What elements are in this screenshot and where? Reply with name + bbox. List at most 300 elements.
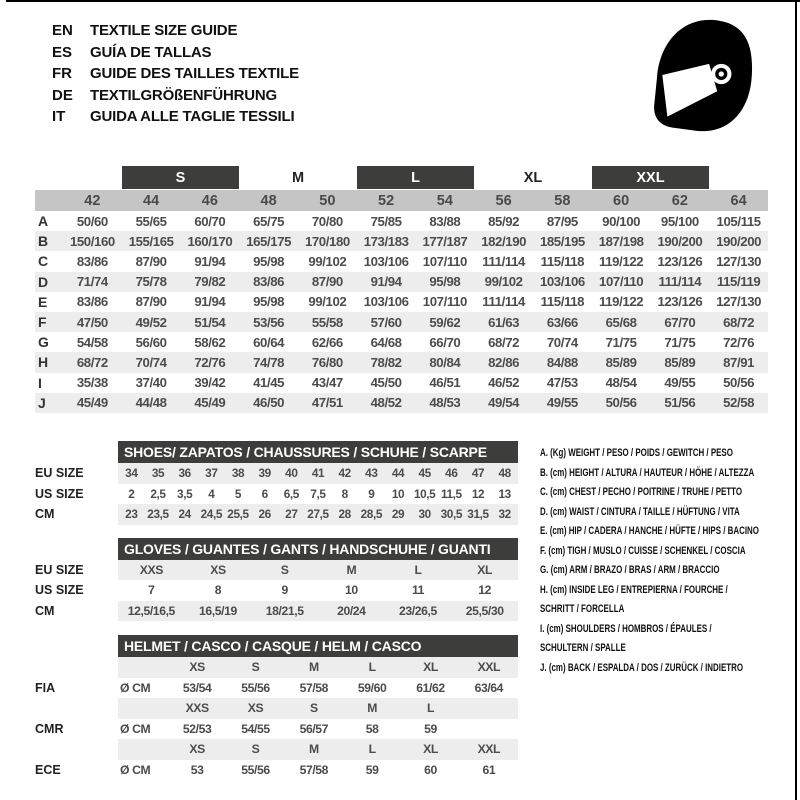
legend-line: J. (cm) BACK / ESPALDA / DOS / ZURÜCK / INDIETRO bbox=[540, 661, 744, 674]
measurement-row-j bbox=[35, 393, 768, 413]
size-value: 58/62 bbox=[194, 334, 226, 350]
size-value: 70/74 bbox=[135, 354, 167, 370]
language-label: GUÍA DE TALLAS bbox=[90, 43, 212, 61]
size-value: 53/56 bbox=[253, 314, 285, 330]
cell-value: 27,5 bbox=[307, 507, 329, 522]
cell-value: 11,5 bbox=[440, 486, 462, 501]
legend-line: SCHULTERN / SPALLE bbox=[540, 642, 626, 654]
cell-value: 12 bbox=[478, 583, 492, 598]
size-value: 57/60 bbox=[370, 314, 402, 330]
cell-value: 6,5 bbox=[283, 486, 299, 501]
cell-value: L bbox=[414, 562, 422, 577]
legend-line: A. (Kg) WEIGHT / PESO / POIDS / GEWITCH / PESO bbox=[540, 447, 733, 459]
measurement-rows bbox=[35, 211, 768, 413]
cell-value: 24 bbox=[178, 507, 191, 522]
helmet-section-title: HELMET / CASCO / CASQUE / HELM / CASCO bbox=[118, 635, 518, 657]
language-code: IT bbox=[52, 108, 66, 126]
size-value: 49/54 bbox=[488, 395, 520, 411]
size-value: 173/183 bbox=[363, 233, 409, 249]
cell-value: 56/57 bbox=[299, 721, 329, 736]
cell-value: XXS bbox=[185, 701, 209, 716]
cell-value: 24,5 bbox=[200, 507, 222, 522]
shoes-row bbox=[35, 463, 518, 484]
cell-value: 63/64 bbox=[474, 680, 504, 695]
measurement-row-b bbox=[35, 231, 768, 251]
cell-value: 12,5/16,5 bbox=[127, 603, 175, 618]
size-value: 65/75 bbox=[253, 213, 285, 229]
size-value: 91/94 bbox=[194, 294, 226, 310]
size-value: 190/200 bbox=[716, 233, 762, 249]
cell-value: 26 bbox=[258, 507, 271, 522]
size-value: 185/195 bbox=[539, 233, 585, 249]
cell-value: 25,5/30 bbox=[465, 603, 504, 618]
size-value: 95/98 bbox=[253, 294, 285, 310]
language-list bbox=[52, 20, 299, 128]
cell-value: 57/58 bbox=[299, 680, 329, 695]
size-value: 71/75 bbox=[664, 334, 696, 350]
cell-value: 9 bbox=[368, 486, 375, 501]
cell-value: M bbox=[367, 701, 378, 716]
cell-value: M bbox=[308, 742, 319, 757]
helmet-row-fia bbox=[35, 678, 518, 699]
size-value: 123/126 bbox=[657, 253, 703, 269]
language-code: EN bbox=[52, 22, 73, 39]
cell-value: 18/21,5 bbox=[265, 603, 304, 618]
row-label: US SIZE bbox=[35, 583, 84, 598]
size-value: 70/80 bbox=[311, 213, 343, 229]
size-value: 60/70 bbox=[194, 213, 226, 229]
size-value: 87/95 bbox=[546, 213, 578, 229]
cell-value: 41 bbox=[311, 466, 325, 481]
cell-value: S bbox=[251, 660, 260, 675]
size-value: 99/102 bbox=[308, 253, 347, 269]
row-letter: I bbox=[38, 374, 42, 391]
cell-value: 48 bbox=[498, 466, 511, 481]
size-value: 103/106 bbox=[363, 253, 409, 269]
size-value: 35/38 bbox=[76, 375, 108, 391]
row-label: US SIZE bbox=[35, 486, 84, 501]
helmet-icon bbox=[648, 14, 760, 136]
size-value: 95/100 bbox=[660, 213, 699, 229]
size-value: 83/86 bbox=[76, 294, 108, 310]
cell-value: 52/53 bbox=[182, 721, 212, 736]
size-value: 107/110 bbox=[599, 274, 644, 290]
size-value: 87/90 bbox=[135, 294, 167, 310]
size-value: 190/200 bbox=[657, 233, 703, 249]
cell-value: 28,5 bbox=[360, 507, 382, 522]
measurement-row-a bbox=[35, 211, 768, 231]
helmet-band bbox=[118, 760, 518, 781]
gloves-row bbox=[35, 601, 518, 622]
language-label: GUIDA ALLE TAGLIE TESSILI bbox=[90, 108, 295, 126]
shoes-rows bbox=[35, 463, 518, 525]
helmet-band bbox=[118, 678, 518, 699]
shoes-section-title: SHOES/ ZAPATOS / CHAUSSURES / SCHUHE / SCARPE bbox=[118, 441, 518, 463]
cell-value: 20/24 bbox=[337, 603, 366, 618]
measurement-row-d bbox=[35, 272, 768, 292]
size-value: 64/68 bbox=[370, 334, 402, 350]
helmet-row-ece bbox=[35, 760, 518, 781]
language-label: TEXTILGRÖßENFÜHRUNG bbox=[90, 86, 278, 104]
size-value: 49/52 bbox=[135, 314, 167, 330]
cell-value: 39 bbox=[258, 466, 271, 481]
size-value: 76/80 bbox=[311, 354, 343, 370]
helmet-row-cmr bbox=[35, 719, 518, 740]
size-group-l: L bbox=[357, 166, 475, 189]
size-label: 54 bbox=[436, 192, 453, 209]
size-value: 119/122 bbox=[599, 294, 644, 310]
row-label: ECE bbox=[35, 762, 61, 777]
size-value: 160/170 bbox=[187, 233, 233, 249]
row-label bbox=[35, 657, 118, 678]
legend-line: B. (cm) HEIGHT / ALTURA / HAUTEUR / HÖHE / ALTEZZA bbox=[540, 466, 755, 479]
cell-value: 27 bbox=[285, 507, 298, 522]
cell-value: 44 bbox=[391, 466, 405, 481]
size-value: 87/91 bbox=[723, 354, 755, 370]
size-value: 115/119 bbox=[716, 274, 761, 290]
size-value: 107/110 bbox=[422, 294, 467, 310]
cell-value: 8 bbox=[214, 583, 222, 598]
cell-value: 43 bbox=[365, 466, 378, 481]
cell-value: XXL bbox=[477, 742, 501, 757]
cell-value: 23 bbox=[125, 507, 138, 522]
size-value: 50/56 bbox=[723, 375, 755, 391]
size-group-row bbox=[35, 166, 768, 189]
size-value: 150/160 bbox=[69, 233, 115, 249]
measurement-legend bbox=[540, 444, 792, 678]
cell-value: 31,5 bbox=[467, 507, 489, 522]
cell-value: XS bbox=[189, 660, 205, 675]
size-value: 63/66 bbox=[546, 314, 578, 330]
size-value: 48/53 bbox=[429, 395, 461, 411]
size-value: 111/114 bbox=[482, 253, 525, 269]
size-value: 70/74 bbox=[546, 334, 578, 350]
cell-value: XS bbox=[247, 701, 264, 716]
size-value: 71/75 bbox=[605, 334, 637, 350]
size-value: 68/72 bbox=[488, 334, 520, 350]
legend-line: G. (cm) ARM / BRAZO / BRAS / ARM / BRACCIO bbox=[540, 564, 720, 576]
row-letter: H bbox=[38, 354, 49, 371]
section-gap bbox=[35, 621, 518, 635]
cell-value: L bbox=[368, 742, 376, 757]
legend-line: D. (cm) WAIST / CINTURA / TAILLE / HÜFTUNG / VITA bbox=[540, 505, 740, 518]
size-group-xxl: XXL bbox=[592, 166, 710, 189]
size-value: 85/89 bbox=[605, 354, 637, 370]
size-value: 47/50 bbox=[76, 314, 108, 330]
size-value: 80/84 bbox=[429, 354, 461, 370]
section-gap bbox=[35, 525, 518, 538]
language-label: TEXTILE SIZE GUIDE bbox=[90, 22, 238, 39]
size-value: 83/88 bbox=[429, 213, 461, 229]
language-row bbox=[52, 106, 299, 128]
size-value: 72/76 bbox=[723, 334, 755, 350]
row-label: EU SIZE bbox=[35, 562, 84, 577]
cell-value: 28 bbox=[338, 507, 351, 522]
cell-value: 3,5 bbox=[177, 486, 193, 501]
size-group-xl: XL bbox=[523, 169, 543, 186]
legend-line: I. (cm) SHOULDERS / HOMBROS / ÉPAULES / bbox=[540, 622, 712, 635]
size-group-m: M bbox=[291, 169, 305, 186]
row-letter: B bbox=[38, 233, 49, 250]
cell-value: 38 bbox=[231, 466, 245, 481]
row-letter: C bbox=[38, 253, 49, 270]
size-value: 51/56 bbox=[664, 395, 696, 411]
size-value: 78/82 bbox=[370, 354, 402, 370]
size-value: 49/55 bbox=[546, 395, 578, 411]
size-value: 47/53 bbox=[546, 375, 578, 391]
size-label: 60 bbox=[613, 192, 630, 209]
cell-value: 59/60 bbox=[357, 680, 387, 695]
helmet-band bbox=[118, 719, 518, 740]
size-label: 48 bbox=[260, 192, 277, 209]
measurement-row-f bbox=[35, 312, 768, 332]
helmet-band bbox=[118, 698, 518, 719]
size-number-band bbox=[35, 190, 768, 211]
size-value: 103/106 bbox=[363, 294, 409, 310]
row-letter: E bbox=[38, 293, 48, 310]
row-label: CMR bbox=[35, 721, 64, 736]
gloves-section-title: GLOVES / GUANTES / GANTS / HANDSCHUHE / GUANTI bbox=[118, 538, 518, 560]
cell-value: XL bbox=[423, 660, 438, 675]
size-label: 58 bbox=[554, 192, 571, 209]
size-value: 39/42 bbox=[194, 375, 226, 391]
cell-value: 46 bbox=[445, 466, 458, 481]
size-value: 41/45 bbox=[253, 375, 285, 391]
size-value: 46/50 bbox=[253, 395, 285, 411]
size-value: 43/47 bbox=[311, 375, 343, 391]
size-value: 48/54 bbox=[605, 375, 637, 391]
size-value: 83/86 bbox=[253, 274, 285, 290]
cell-value: 12 bbox=[471, 486, 485, 501]
size-value: 83/86 bbox=[76, 253, 108, 269]
size-value: 85/92 bbox=[488, 213, 520, 229]
cell-value: 36 bbox=[178, 466, 191, 481]
size-value: 75/78 bbox=[135, 274, 167, 290]
size-value: 187/198 bbox=[598, 233, 644, 249]
size-label: 42 bbox=[84, 192, 101, 209]
size-value: 54/58 bbox=[76, 334, 108, 350]
size-value: 123/126 bbox=[657, 294, 703, 310]
cell-value: XS bbox=[210, 562, 226, 577]
cell-value: M bbox=[346, 562, 357, 577]
language-row bbox=[52, 85, 299, 107]
cell-value: 25,5 bbox=[227, 507, 249, 522]
size-value: 155/165 bbox=[128, 233, 174, 249]
size-value: 79/82 bbox=[194, 274, 226, 290]
language-code: ES bbox=[52, 43, 73, 61]
size-value: 37/40 bbox=[135, 375, 167, 391]
size-value: 75/85 bbox=[370, 213, 402, 229]
size-value: 165/175 bbox=[246, 233, 292, 249]
cell-value: 4 bbox=[208, 486, 215, 501]
cell-value: 29 bbox=[391, 507, 405, 522]
cell-value: 10,5 bbox=[413, 486, 436, 501]
size-value: 119/122 bbox=[599, 253, 644, 269]
shoes-row bbox=[35, 504, 518, 525]
helmet-size-row bbox=[35, 657, 518, 678]
language-row bbox=[52, 20, 299, 42]
cell-value: 30 bbox=[418, 507, 431, 522]
size-value: 52/58 bbox=[723, 395, 755, 411]
gloves-row bbox=[35, 560, 518, 581]
cell-value: 32 bbox=[498, 507, 511, 522]
size-value: 82/86 bbox=[488, 354, 520, 370]
cell-value: XXS bbox=[139, 562, 163, 577]
measurement-row-c bbox=[35, 251, 768, 271]
size-value: 68/72 bbox=[76, 354, 108, 370]
row-letter: A bbox=[38, 213, 49, 230]
size-value: 55/58 bbox=[311, 314, 343, 330]
cell-value: 59 bbox=[424, 721, 437, 736]
legend-line: H. (cm) INSIDE LEG / ENTREPIERNA / FOURCHE / bbox=[540, 583, 728, 596]
language-label: GUIDE DES TAILLES TEXTILE bbox=[90, 65, 299, 83]
cell-value: 8 bbox=[341, 486, 348, 501]
helmet-size-row bbox=[35, 739, 518, 760]
size-value: 111/114 bbox=[482, 294, 525, 310]
shoes-band bbox=[118, 484, 518, 505]
row-label bbox=[35, 739, 118, 760]
size-label: 50 bbox=[319, 192, 336, 209]
size-value: 44/48 bbox=[135, 395, 167, 411]
cell-value: 7,5 bbox=[310, 486, 326, 501]
size-value: 45/49 bbox=[76, 395, 108, 411]
size-value: 127/130 bbox=[716, 294, 762, 310]
helmet-rows bbox=[35, 657, 518, 780]
cell-value: 35 bbox=[151, 466, 165, 481]
cell-value: 54/55 bbox=[241, 721, 270, 736]
cell-value: 47 bbox=[471, 466, 485, 481]
size-value: 127/130 bbox=[716, 253, 762, 269]
measurement-row-h bbox=[35, 352, 768, 372]
cell-value: M bbox=[308, 660, 319, 675]
size-value: 95/98 bbox=[429, 274, 461, 290]
shoes-band bbox=[118, 504, 518, 525]
row-letter: G bbox=[38, 334, 49, 351]
cell-value: 60 bbox=[424, 762, 437, 777]
cell-value: 9 bbox=[281, 583, 288, 598]
size-label: 56 bbox=[495, 192, 512, 209]
size-value: 71/74 bbox=[76, 274, 108, 290]
size-value: 62/66 bbox=[311, 334, 343, 350]
accessory-tables bbox=[35, 441, 518, 780]
cell-value: 61 bbox=[482, 762, 496, 777]
size-value: 67/70 bbox=[664, 314, 696, 330]
cell-value: XL bbox=[423, 742, 438, 757]
size-value: 91/94 bbox=[194, 253, 226, 269]
cell-value: XXL bbox=[477, 660, 501, 675]
cell-value: L bbox=[368, 660, 376, 675]
cell-value: 30,5 bbox=[440, 507, 462, 522]
cell-value: 57/58 bbox=[299, 762, 329, 777]
cell-value: 11 bbox=[411, 583, 425, 598]
size-value: 87/90 bbox=[311, 274, 343, 290]
cell-value: 34 bbox=[125, 466, 138, 481]
cell-value: 40 bbox=[285, 466, 298, 481]
helmet-band bbox=[118, 739, 518, 760]
size-value: 99/102 bbox=[484, 274, 523, 290]
size-value: 99/102 bbox=[308, 294, 347, 310]
measurement-row-i bbox=[35, 373, 768, 393]
size-value: 50/60 bbox=[76, 213, 108, 229]
cell-value: S bbox=[309, 701, 318, 716]
cell-value: XL bbox=[477, 562, 493, 577]
size-value: 177/187 bbox=[422, 233, 468, 249]
cell-value: 59 bbox=[365, 762, 379, 777]
gloves-band bbox=[118, 560, 518, 581]
cell-value: 45 bbox=[418, 466, 431, 481]
size-value: 74/78 bbox=[253, 354, 285, 370]
size-label: 64 bbox=[730, 192, 747, 209]
language-row bbox=[52, 63, 299, 85]
size-value: 111/114 bbox=[658, 274, 702, 290]
cell-value: 55/56 bbox=[241, 762, 270, 777]
row-label bbox=[35, 698, 118, 719]
size-value: 47/51 bbox=[311, 395, 343, 411]
cell-value: 23/26,5 bbox=[399, 603, 437, 618]
size-label: 52 bbox=[378, 192, 395, 209]
cell-value: 16,5/19 bbox=[199, 603, 237, 618]
size-value: 95/98 bbox=[253, 253, 285, 269]
cell-value: S bbox=[251, 742, 260, 757]
size-group-s: S bbox=[122, 166, 240, 189]
gloves-band bbox=[118, 580, 518, 601]
textile-size-table bbox=[35, 166, 768, 413]
size-value: 170/180 bbox=[304, 233, 350, 249]
diameter-unit: Ø CM bbox=[120, 762, 151, 777]
cell-value: 53/54 bbox=[182, 680, 212, 695]
size-value: 46/52 bbox=[488, 375, 520, 391]
size-value: 103/106 bbox=[539, 274, 585, 290]
size-value: 87/90 bbox=[135, 253, 167, 269]
size-value: 59/62 bbox=[429, 314, 461, 330]
size-value: 65/68 bbox=[605, 314, 637, 330]
row-label: CM bbox=[35, 507, 55, 522]
size-label: 46 bbox=[201, 192, 218, 209]
row-label: CM bbox=[35, 603, 55, 618]
size-value: 182/190 bbox=[481, 233, 527, 249]
size-value: 46/51 bbox=[429, 375, 461, 391]
diameter-unit: Ø CM bbox=[120, 721, 151, 736]
cell-value: 58 bbox=[365, 721, 379, 736]
measurement-row-e bbox=[35, 292, 768, 312]
size-value: 49/55 bbox=[664, 375, 696, 391]
legend-line: E. (cm) HIP / CADERA / HANCHE / HÜFTE / HIPS / BACINO bbox=[540, 525, 759, 537]
size-value: 85/89 bbox=[664, 354, 696, 370]
gloves-band bbox=[118, 601, 518, 622]
helmet-band bbox=[118, 657, 518, 678]
language-code: FR bbox=[52, 65, 72, 83]
cell-value: 61/62 bbox=[416, 680, 445, 695]
cell-value: S bbox=[280, 562, 289, 577]
size-value: 90/100 bbox=[602, 213, 641, 229]
cell-value: 53 bbox=[190, 762, 204, 777]
cell-value: 42 bbox=[338, 466, 351, 481]
cell-value: 37 bbox=[205, 466, 218, 481]
cell-value: 10 bbox=[391, 486, 405, 501]
size-value: 115/118 bbox=[540, 294, 585, 310]
size-value: 50/56 bbox=[605, 395, 637, 411]
helmet-size-row bbox=[35, 698, 518, 719]
gloves-rows bbox=[35, 560, 518, 622]
size-value: 91/94 bbox=[370, 274, 402, 290]
cell-value: L bbox=[426, 701, 435, 716]
size-value: 55/65 bbox=[135, 213, 167, 229]
row-letter: D bbox=[38, 273, 49, 290]
language-row bbox=[52, 42, 299, 64]
gloves-row bbox=[35, 580, 518, 601]
measurement-row-g bbox=[35, 332, 768, 352]
cell-value: 5 bbox=[234, 486, 242, 501]
